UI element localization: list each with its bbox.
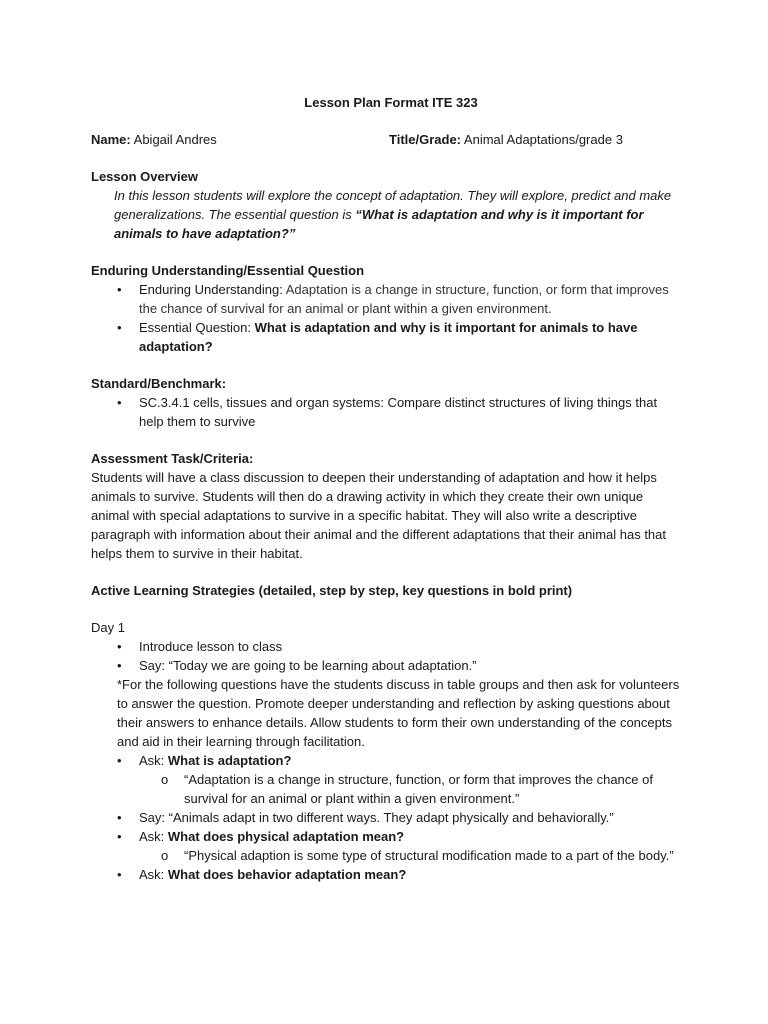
ask-label: Ask: [139, 753, 168, 768]
bullet-icon: • [117, 395, 122, 410]
assessment-heading: Assessment Task/Criteria: [91, 451, 254, 466]
day1-list [91, 637, 681, 675]
name-field [91, 132, 217, 147]
question-1: What is adaptation? [167, 753, 292, 768]
list-item [91, 751, 681, 770]
title-grade-field [389, 130, 623, 149]
day1-heading: Day 1 [91, 620, 125, 635]
list-item [91, 318, 681, 356]
document-title: Lesson Plan Format ITE 323 [304, 95, 478, 110]
lesson-overview-text [114, 186, 681, 243]
ask-label: Ask: [139, 829, 168, 844]
bullet-icon: • [117, 639, 122, 654]
bullet-icon: • [117, 810, 122, 825]
standard-text: SC.3.4.1 cells, tissues and organ systems: Compare distinct structures of living things that help them to survive [139, 395, 658, 429]
question-3: What does behavior adaptation mean? [167, 867, 407, 882]
bullet-icon: • [117, 282, 122, 297]
assessment-text: Students will have a class discussion to deepen their understanding of adaptation and how it helps animals to survive. Students will then do a drawing activity in which they create their own unique animal with special adaptations to survive in a specific habitat. They will also write a descriptive paragraph with information about their animal and the different adaptations that their animal has that helps them to survive in their habitat. [91, 470, 667, 561]
bullet-icon: • [117, 658, 122, 673]
name-title-row [91, 130, 681, 149]
essential-text: What is adaptation and why is it important for animals to have adaptation? [139, 320, 638, 354]
say-text-2: Say: “Animals adapt in two different ways. They adapt physically and behaviorally.” [139, 810, 614, 825]
list-item [91, 808, 681, 827]
list-item [91, 827, 681, 846]
list-item [91, 846, 681, 865]
standard-list [91, 393, 681, 431]
answer-1: “Adaptation is a change in structure, function, or form that improves the chance of survival for an animal or plant within a given environment.” [184, 772, 653, 806]
lesson-overview-heading: Lesson Overview [91, 169, 198, 184]
answer-2: “Physical adaption is some type of structural modification made to a part of the body.” [184, 848, 674, 863]
enduring-list [91, 280, 681, 356]
day1-questions-2 [91, 808, 681, 846]
day1-questions [91, 751, 681, 770]
say-text: Say: “Today we are going to be learning about adaptation.” [139, 658, 477, 673]
sub-bullet-icon: o [161, 772, 169, 787]
overview-essential-question: “What is adaptation and why is it important for animals to have adaptation?” [114, 207, 644, 241]
active-learning-heading: Active Learning Strategies (detailed, step by step, key questions in bold print) [91, 583, 573, 598]
title-grade-value: Animal Adaptations/grade 3 [463, 132, 623, 147]
intro-text: Introduce lesson to class [139, 639, 283, 654]
question-2: What does physical adaptation mean? [167, 829, 405, 844]
list-item [91, 393, 681, 431]
enduring-heading: Enduring Understanding/Essential Question [91, 263, 365, 278]
ask-label: Ask: [139, 867, 168, 882]
overview-italic-text: In this lesson students will explore the concept of adaptation. They will explore, predict and make generalizations. The essential question is [114, 188, 672, 222]
enduring-label: Enduring Understanding: [139, 282, 286, 297]
bullet-icon: • [117, 320, 122, 335]
bullet-icon: • [117, 867, 122, 882]
list-item [91, 280, 681, 318]
list-item [91, 656, 681, 675]
essential-label: Essential Question: [139, 320, 255, 335]
list-item [91, 865, 681, 884]
name-value: Abigail Andres [133, 132, 217, 147]
sub-bullet-icon: o [161, 848, 169, 863]
bullet-icon: • [117, 753, 122, 768]
enduring-text: Adaptation is a change in structure, function, or form that improves the chance of survival for an animal or plant within a given environment. [139, 282, 669, 316]
facilitation-note: *For the following questions have the students discuss in table groups and then ask for volunteers to answer the question. Promote deeper understanding and reflection by asking questions about their answers to enhance details. Allow students to form their own understanding of the concepts and aid in their learning through facilitation. [117, 677, 680, 749]
standard-heading: Standard/Benchmark: [91, 376, 227, 391]
list-item [91, 770, 681, 808]
day1-questions-3 [91, 865, 681, 884]
document-body [91, 93, 681, 884]
answer-list-1 [91, 770, 681, 808]
name-label: Name: [91, 132, 131, 147]
answer-list-2 [91, 846, 681, 865]
title-grade-label: Title/Grade: [389, 132, 462, 147]
bullet-icon: • [117, 829, 122, 844]
list-item [91, 637, 681, 656]
